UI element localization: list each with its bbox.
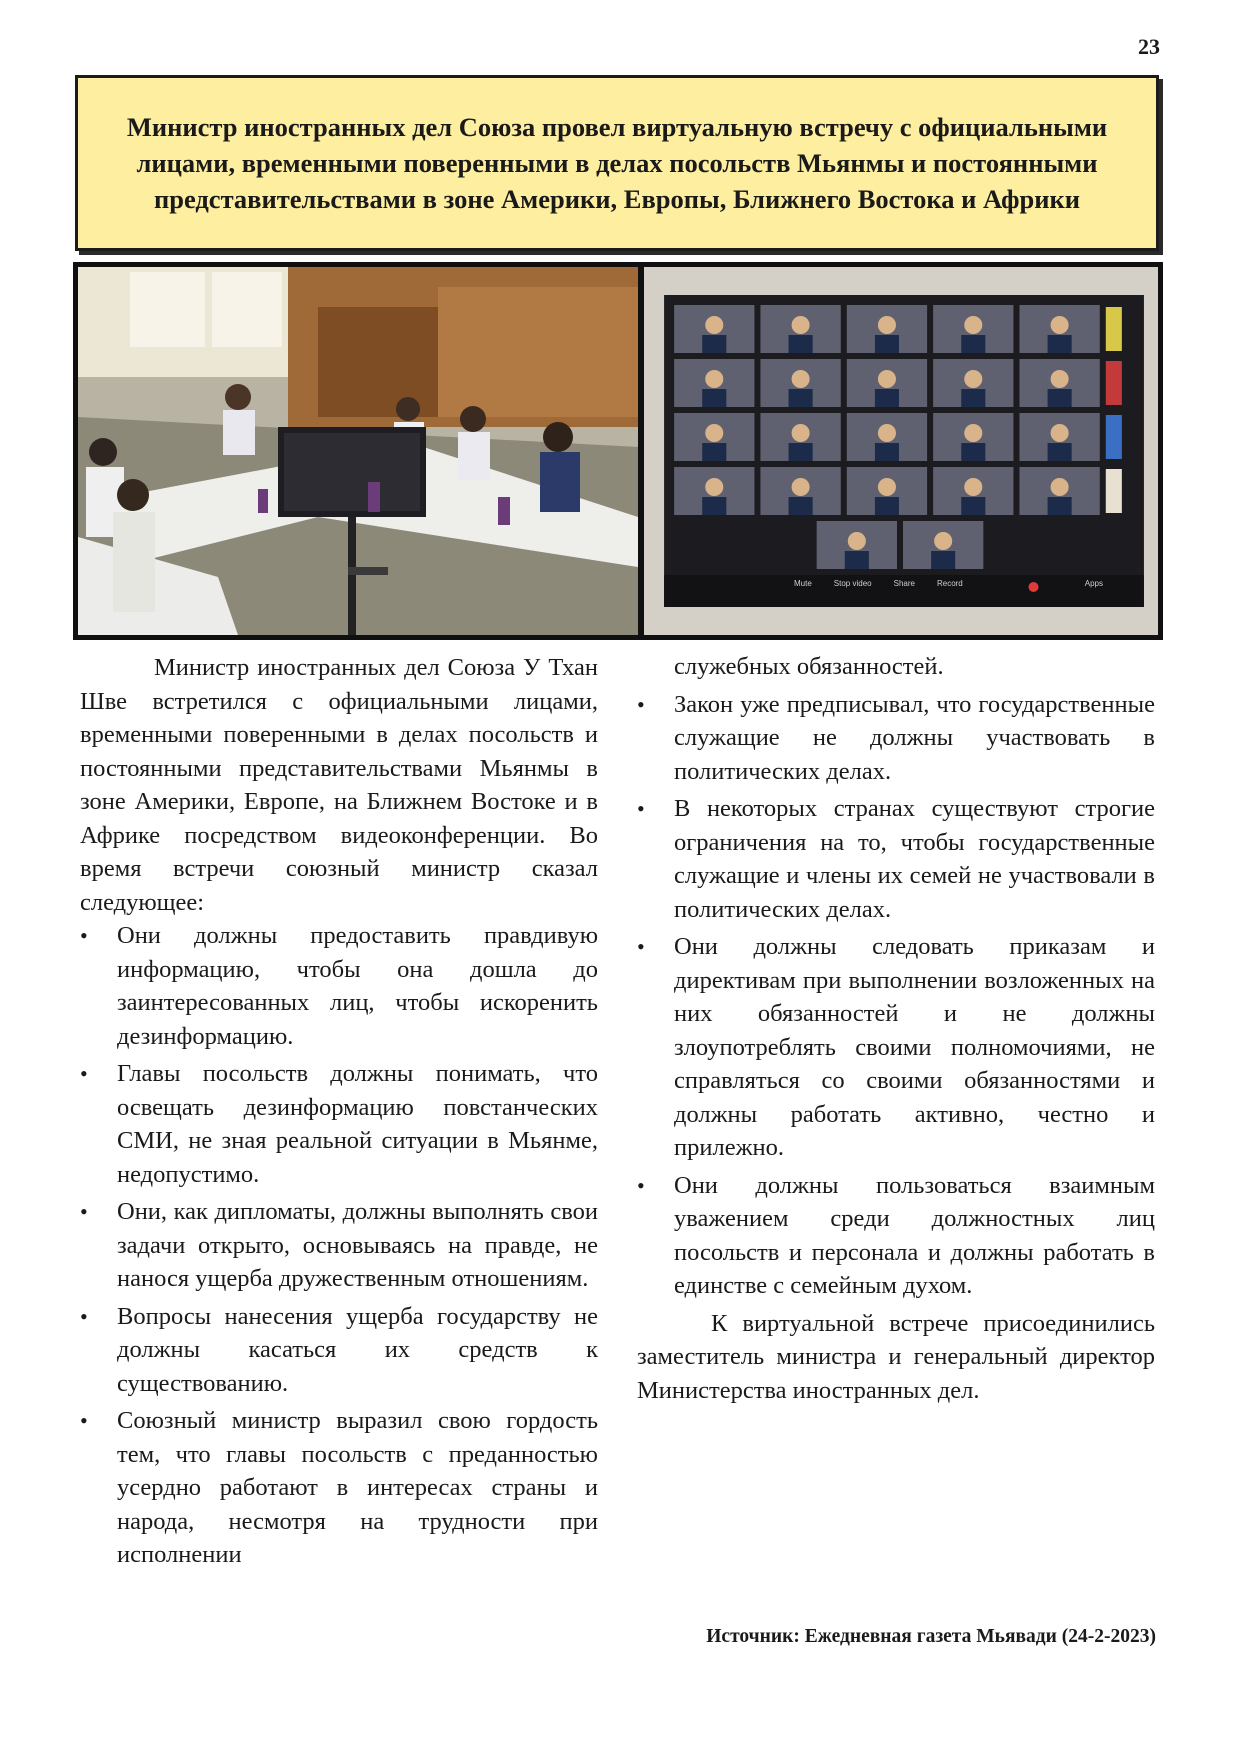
- mute-label: Mute: [794, 579, 812, 588]
- meeting-room-photo: [78, 267, 638, 635]
- list-item: • Они должны пользоваться взаимным уважением среди должностных лиц посольств и персонала и должны работать в единстве с семейным духом.: [637, 1169, 1155, 1303]
- bullet-list-right: [637, 688, 1155, 1303]
- stop-video-label: Stop video: [833, 579, 872, 588]
- list-item: • В некоторых странах существуют строгие ограничения на то, чтобы государственные служащие и члены их семей не участвовали в политических делах.: [637, 792, 1155, 926]
- page-number: 23: [1138, 34, 1160, 59]
- intro-paragraph: Министр иностранных дел Союза У Тхан Шве встретился с официальными лицами, временными поверенными в делах посольств и постоянными представительствами Мьянмы в зоне Америки, Европе, на Ближнем Востоке и в Африке посредством видеоконференции. Во время встречи союзный министр сказал следующее:: [80, 654, 598, 916]
- list-item: • Они, как дипломаты, должны выполнять свои задачи открыто, основываясь на правде, не нанося ущерба дружественным отношениям.: [80, 1195, 598, 1296]
- right-column: [637, 650, 1155, 1407]
- zoom-toolbar: [794, 579, 1103, 588]
- left-column: [80, 651, 598, 1572]
- photo-frame: [73, 262, 1163, 640]
- list-item: • Союзный министр выразил свою гордость тем, что главы посольств с преданностью усердно работают в интересах страны и народа, несмотря на трудности при исполнении: [80, 1404, 598, 1572]
- continued-bullet-text: служебных обязанностей.: [674, 653, 944, 680]
- source-citation: Источник: Ежедневная газета Мьявади (24-2-2023): [706, 1626, 1156, 1647]
- share-label: Share: [893, 579, 915, 588]
- list-item: • Они должны предоставить правдивую информацию, чтобы она дошла до заинтересованных лиц, чтобы искоренить дезинформацию.: [80, 919, 598, 1053]
- list-item: • Вопросы нанесения ущерба государству не должны касаться их средств к существованию.: [80, 1300, 598, 1401]
- list-item: • Закон уже предписывал, что государственные служащие не должны участвовать в политических делах.: [637, 688, 1155, 789]
- article-title: Министр иностранных дел Союза провел виртуальную встречу с официальными лицами, временными поверенными в делах посольств Мьянмы и постоянными представительствами в зоне Америки, Европы, Ближнего Востока и Африки: [126, 112, 1108, 214]
- apps-label: Apps: [1084, 579, 1103, 588]
- title-box: [75, 75, 1159, 251]
- bullet-list-left: [80, 919, 598, 1572]
- closing-paragraph: К виртуальной встрече присоединились заместитель министра и генеральный директор Министерства иностранных дел.: [637, 1309, 1155, 1404]
- list-item: • Главы посольств должны понимать, что освещать дезинформацию повстанческих СМИ, не зная реальной ситуации в Мьянме, недопустимо.: [80, 1057, 598, 1191]
- list-item: • Они должны следовать приказам и директивам при выполнении возложенных на них обязанностей и не должны злоупотреблять своими полномочиями, не справляться со своими обязанностями и должны работать активно, честно и прилежно.: [637, 930, 1155, 1165]
- video-conference-photo: [644, 267, 1158, 635]
- record-label: Record: [936, 579, 963, 588]
